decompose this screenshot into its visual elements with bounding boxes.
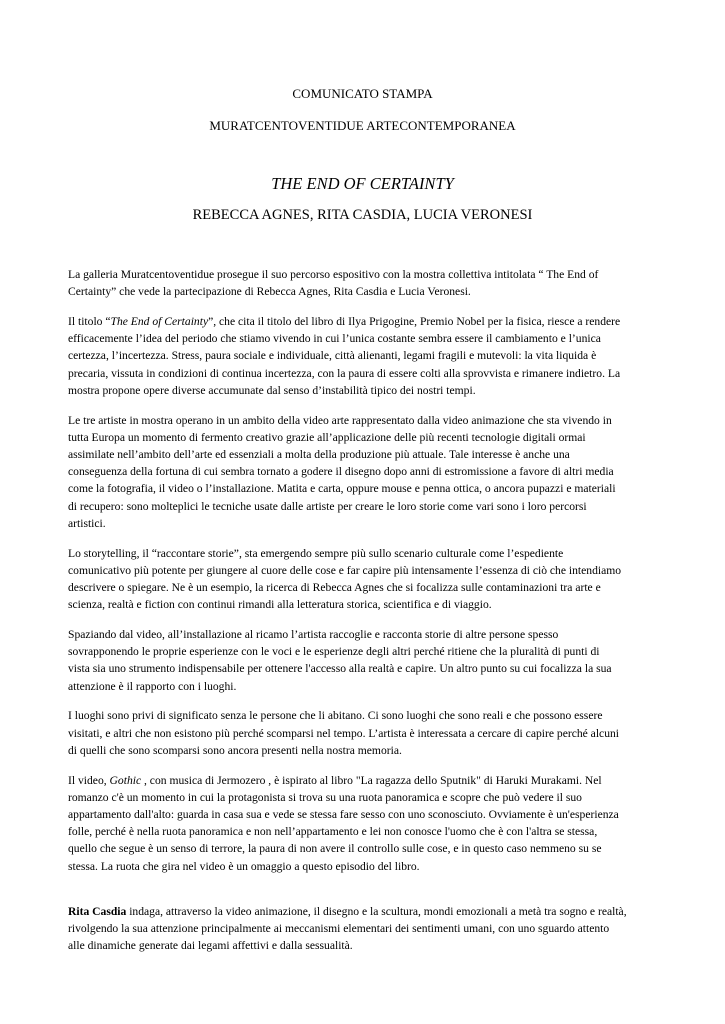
text-line: certezza, l’incertezza. Stress, paura sociale e individuale, città alienanti, legami fragili e mutevoli: la vita liquida è	[68, 349, 597, 363]
text-line: efficacemente l’idea del periodo che stiamo vivendo in cui l’unica costante sembra essere il cambiamento e l’unica	[68, 332, 601, 346]
text-line: rivolgendo la sua attenzione principalmente ai meccanismi elementari dei sentimenti umani, con uno sguardo attento	[68, 922, 610, 936]
text-line: attenzione è il rapporto con i luoghi.	[68, 679, 237, 693]
text-fragment: indaga, attraverso la video animazione, il disegno e la scultura, mondi emozionali a metà tra sogno e realtà,	[126, 904, 627, 918]
text-line: Le tre artiste in mostra operano in un ambito della video arte rappresentato dalla video animazione che sta vivendo in	[68, 413, 612, 427]
text-line: I luoghi sono privi di significato senza le persone che li abitano. Ci sono luoghi che sono reali e che possono essere	[68, 709, 603, 723]
text-line: folle, perché è nella ruota panoramica e non nell’appartamento e lei non conosce l'uomo che è con l'altra se stessa,	[68, 825, 598, 839]
paragraph-title-meaning	[68, 313, 658, 399]
text-line: La galleria Muratcentoventidue prosegue il suo percorso espositivo con la mostra collettiva intitolata “ The End of	[68, 268, 599, 281]
text-line: Lo storytelling, il “raccontare storie”, sta emergendo sempre più sullo scenario culturale come l’espediente	[68, 546, 564, 560]
text-line: scienza, realtà e fiction con continui rimandi alla letteratura storica, scientifica e di viaggio.	[68, 598, 492, 612]
text-line	[68, 903, 658, 920]
paragraph-gothic-video	[68, 772, 658, 875]
text-line: di recupero: sono molteplici le tecniche usate dalle artiste per creare le loro storie come vari sono i loro percorsi	[68, 499, 587, 513]
paragraph-video-art	[68, 412, 658, 532]
text-line	[68, 313, 658, 330]
paragraph-storytelling	[68, 545, 658, 614]
text-line: visitati, e altri che non esistono più perché scomparsi nel tempo. L’artista è interessata a cercare di capire perché alcuni	[68, 726, 620, 740]
text-line: alle dinamiche generate dai legami affettivi e dalla sessualità.	[68, 939, 353, 953]
text-line: di quelli che sono scomparsi sono ancora presenti nella nostra memoria.	[68, 743, 402, 757]
book-title: The End of Certainty	[110, 315, 209, 328]
gallery-name: MURATCENTOVENTIDUE ARTECONTEMPORANEA	[209, 118, 516, 133]
text-line: Certainty” che vede la partecipazione di Rebecca Agnes, Rita Casdia e Lucia Veronesi.	[68, 285, 471, 299]
paragraph-rita-casdia	[68, 903, 658, 955]
text-line: precaria, vissuta in condizioni di continua incertezza, con la paura di essere colti alla sprovvista e rimanere indietro. La	[68, 366, 621, 380]
paragraph-places	[68, 707, 658, 759]
text-fragment: Il video,	[68, 773, 110, 787]
text-fragment: , con musica di Jermozero , è ispirato al libro "La ragazza dello Sputnik" di Haruki Murakami. Nel	[141, 773, 602, 787]
text-line: descrivere o spiegare. Ne è un esempio, la ricerca di Rebecca Agnes che si focalizza sulle contaminazioni tra arte e	[68, 581, 601, 595]
video-title: Gothic	[109, 773, 142, 787]
paragraph-intro	[68, 266, 658, 300]
text-fragment: ”, che cita il titolo del libro di Ilya Prigogine, Premio Nobel per la fisica, riesce a rendere	[208, 315, 621, 328]
artists-line: REBECCA AGNES, RITA CASDIA, LUCIA VERONESI	[192, 207, 533, 223]
text-line: artistici.	[68, 516, 106, 530]
text-line: assimilate nell’ambito dell’arte ed essenziali a molta della produzione più attuale. Tale interesse è anche una	[68, 448, 570, 462]
text-line: tutta Europa un momento di fermento creativo grazie all’applicazione delle più recenti tecnologie digitali ormai	[68, 430, 586, 444]
artist-name: Rita Casdia	[68, 904, 127, 918]
paragraph-installation	[68, 626, 658, 695]
text-line: conseguenza della fortuna di cui sembra tornato a godere il disegno dopo anni di estromissione a favore di altri media	[68, 465, 614, 479]
text-line: mostra propone opere diverse accumunate dal senso d’instabilità tipico dei nostri tempi.	[68, 383, 476, 397]
body-text	[68, 266, 658, 967]
text-line	[68, 772, 658, 789]
press-release-heading: COMUNICATO STAMPA	[292, 86, 433, 101]
text-line: comunicativo più potente per giungere al cuore delle cose e far capire più intensamente l’essenza di ciò che intendiamo	[68, 563, 622, 577]
text-fragment: Il titolo “	[68, 315, 111, 328]
text-line: sovrapponendo le proprie esperienze con le voci e le esperienze degli altri perché ritiene che la pluralità di punti di	[68, 645, 600, 659]
text-line: come la fotografia, il video o l’installazione. Matita e carta, oppure mouse e penna ottica, o ancora pupazzi e materiali	[68, 482, 616, 496]
text-line: vista sia uno strumento indispensabile per ottenere l'accesso alla realtà e capire. Un altro punto su cui focalizza la sua	[68, 662, 612, 676]
text-line: appartamento dall'alto: guarda in casa sua e vede se stessa fare sesso con uno sconosciuto. Ovviamente è un'esperienza	[68, 808, 619, 822]
exhibition-title: THE END OF CERTAINTY	[271, 174, 454, 193]
text-line: Spaziando dal video, all’installazione al ricamo l’artista raccoglie e racconta storie di altre persone spesso	[68, 628, 559, 642]
text-line: stessa. La ruota che gira nel video è un omaggio a questo episodio del libro.	[68, 859, 420, 873]
text-line: romanzo c'è un momento in cui la protagonista si trova su una ruota panoramica e scopre che può vedere il suo	[68, 790, 582, 804]
text-line: quello che segue è un senso di terrore, la paura di non avere il controllo sulle cose, e in questo caso nemmeno su se	[68, 842, 602, 856]
